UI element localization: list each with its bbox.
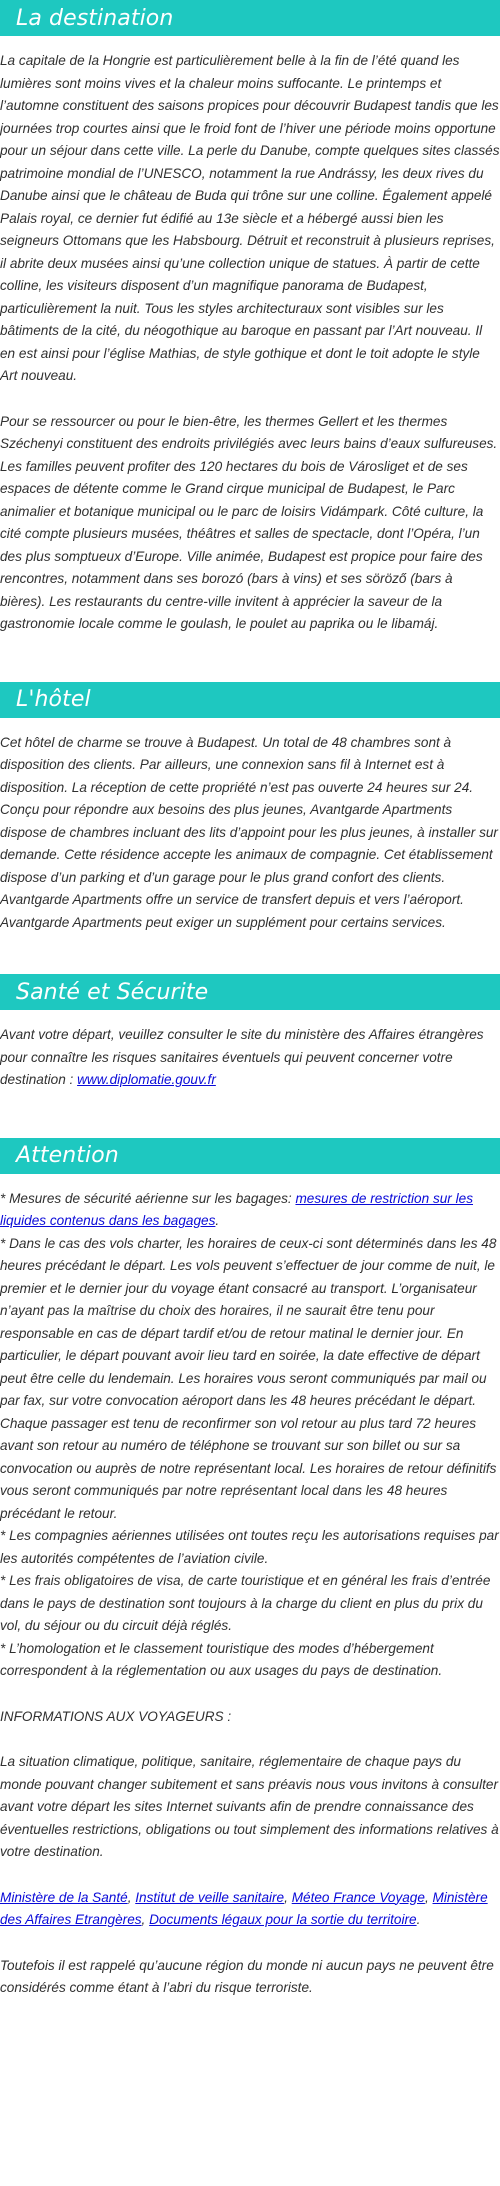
destination-paragraph-1: La capitale de la Hongrie est particulièrement belle à la fin de l’été quand les lumières sont moins vives et la chaleur moins suffocante. Le printemps et l’automne constituent des saisons propices pour découvrir Budapest tandis que les journées trop courtes ainsi que le froid font de l’hiver une période moins opportune pour un séjour dans cette ville. La perle du Danube, compte quelques sites classés patrimoine mondial de l’UNESCO, notamment la rue Andrássy, les deux rives du Danube ainsi que le château de Buda qui trône sur une colline. Également appelé Palais royal, ce dernier fut édifié au 13e siècle et a hébergé aussi bien les seigneurs Ottomans que les Habsbourg. Détruit et reconstruit à plusieurs reprises, il abrite deux musées ainsi qu’une collection unique de statues. À partir de cette colline, les visiteurs disposent d’un magnifique panorama de Budapest, particulièrement la nuit. Tous les styles architecturaux sont visibles sur les bâtiments de la cité, du néogothique au baroque en passant par l’Art nouveau. Il en est ainsi pour l’église Mathias, de style gothique et dont le toit adopte le style Art nouveau. (0, 53, 500, 383)
meteo-france-link[interactable]: Méteo France Voyage (291, 1889, 425, 1905)
section-title-attention: Attention (16, 1143, 119, 1168)
attention-item-2: * Dans le cas des vols charter, les horaires de ceux-ci sont déterminés dans les 48 heures précédant le départ. Les vols peuvent s’effectuer de jour comme de nuit, le premier et le dernier jour du voyage étant consacré au transport. L’organisateur n’ayant pas la maîtrise du choix des horaires, il ne saurait être tenu pour responsable en cas de départ tardif et/ou de retour matinal le dernier jour. En particulier, le départ pouvant avoir lieu tard en soirée, la date effective de départ peut être celle du lendemain. Les horaires vous seront communiqués par mail ou par fax, sur votre convocation aéroport dans les 48 heures précédant le départ. Chaque passager est tenu de reconfirmer son vol retour au plus tard 72 heures avant son retour au numéro de téléphone se trouvant sur son billet ou sur sa convocation ou auprès de notre représentant local. Les horaires de retour définitifs vous seront communiqués par notre représentant local dans les 48 heures précédant le retour. (0, 1235, 497, 1521)
liquides-restriction-link[interactable]: mesures de restriction sur les liquides contenus dans les bagages (0, 1190, 473, 1228)
attention-item-3: * Les compagnies aériennes utilisées ont toutes reçu les autorisations requises par les autorités compétentes de l’aviation civile. (0, 1528, 499, 1566)
info-paragraph: La situation climatique, politique, sanitaire, réglementaire de chaque pays du monde pouvant changer subitement et sans préavis nous vous invitons à consulter avant votre départ les sites Internet suivants afin de prendre connaissance des éventuelles restrictions, obligations ou tout simplement des informations relatives à votre destination. (0, 1754, 499, 1859)
affaires-etrangeres-link[interactable]: Ministère des Affaires Etrangères (0, 1889, 488, 1927)
info-heading: INFORMATIONS AUX VOYAGEURS : (0, 1708, 232, 1724)
sante-text: Avant votre départ, veuillez consulter le site du ministère des Affaires étrangères pour connaître les risques sanitaires éventuels qui peuvent concerner votre destination : (0, 1027, 484, 1087)
destination-content (0, 50, 500, 636)
terrorism-notice: Toutefois il est rappelé qu’aucune région du monde ni aucun pays ne peuvent être considérés comme étant à l’abri du risque terroriste. (0, 1957, 494, 1995)
section-header-destination (0, 0, 500, 36)
link-separator: , (141, 1912, 150, 1927)
ministere-sante-link[interactable]: Ministère de la Santé (0, 1889, 128, 1905)
section-header-hotel (0, 682, 500, 718)
diplomatie-link[interactable]: www.diplomatie.gouv.fr (77, 1072, 216, 1087)
link-end: . (416, 1912, 421, 1927)
section-title-destination: La destination (16, 5, 174, 31)
section-title-hotel: L'hôtel (16, 687, 91, 712)
attention-item-1 (0, 1191, 473, 1229)
sante-content (0, 1024, 500, 1092)
link-separator: , (284, 1889, 292, 1905)
link-separator: , (424, 1889, 433, 1905)
link-separator: , (127, 1889, 136, 1905)
spacer (0, 934, 500, 974)
attention-item-1-end: . (215, 1213, 220, 1228)
veille-sanitaire-link[interactable]: Institut de veille sanitaire (135, 1889, 285, 1905)
attention-item-4: * Les frais obligatoires de visa, de carte touristique et en général les frais d’entrée dans le pays de destination sont toujours à la charge du client en plus du prix du vol, du séjour ou du circuit déjà réglés. (0, 1573, 491, 1633)
spacer (0, 636, 500, 682)
hotel-content (0, 732, 500, 935)
sante-paragraph (0, 1024, 500, 1092)
hotel-paragraph: Cet hôtel de charme se trouve à Budapest. Un total de 48 chambres sont à disposition des clients. Par ailleurs, une connexion sans fil à Internet est à disposition. La réception de cette propriété n’est pas ouverte 24 heures sur 24. Conçu pour répondre aux besoins des plus jeunes, Avantgarde Apartments dispose de chambres incluant des lits d’appoint pour les plus jeunes, à installer sur demande. Cette résidence accepte les animaux de compagnie. Cet établissement dispose d’un parking et d’un garage pour le plus grand confort des clients. Avantgarde Apartments offre un service de transfert depuis et vers l’aéroport. Avantgarde Apartments peut exiger un supplément pour certains services. (0, 734, 498, 930)
section-header-attention (0, 1138, 500, 1174)
attention-list (0, 1188, 500, 1683)
spacer (0, 1092, 500, 1138)
info-links (0, 1887, 500, 1932)
section-title-sante: Santé et Sécurite (16, 979, 209, 1005)
destination-paragraph-2: Pour se ressourcer ou pour le bien-être, les thermes Gellert et les thermes Széchenyi constituent des endroits privilégiés avec leurs bains d’eaux sulfureuses. Les familles peuvent profiter des 120 hectares du bois de Városliget et de ses espaces de détente comme le Grand cirque municipal de Budapest, le Parc animalier et botanique municipal ou le parc de loisirs Vidámpark. Côté culture, la cité compte plusieurs musées, théâtres et salles de spectacle, dont l’Opéra, l’un des plus somptueux d’Europe. Ville animée, Budapest est propice pour faire des rencontres, notamment dans ses borozó (bars à vins) et ses söröző (bars à bières). Les restaurants du centre-ville invitent à apprécier la saveur de la gastronomie locale comme le goulash, le poulet au paprika ou le libamáj. (0, 413, 498, 631)
attention-item-1-text: * Mesures de sécurité aérienne sur les bagages: (0, 1190, 296, 1206)
documents-legaux-link[interactable]: Documents légaux pour la sortie du territoire (149, 1912, 417, 1927)
attention-content (0, 1188, 500, 2000)
attention-item-5: * L’homologation et le classement touristique des modes d’hébergement correspondent à la réglementation ou aux usages du pays de destination. (0, 1640, 443, 1678)
section-header-sante (0, 974, 500, 1010)
